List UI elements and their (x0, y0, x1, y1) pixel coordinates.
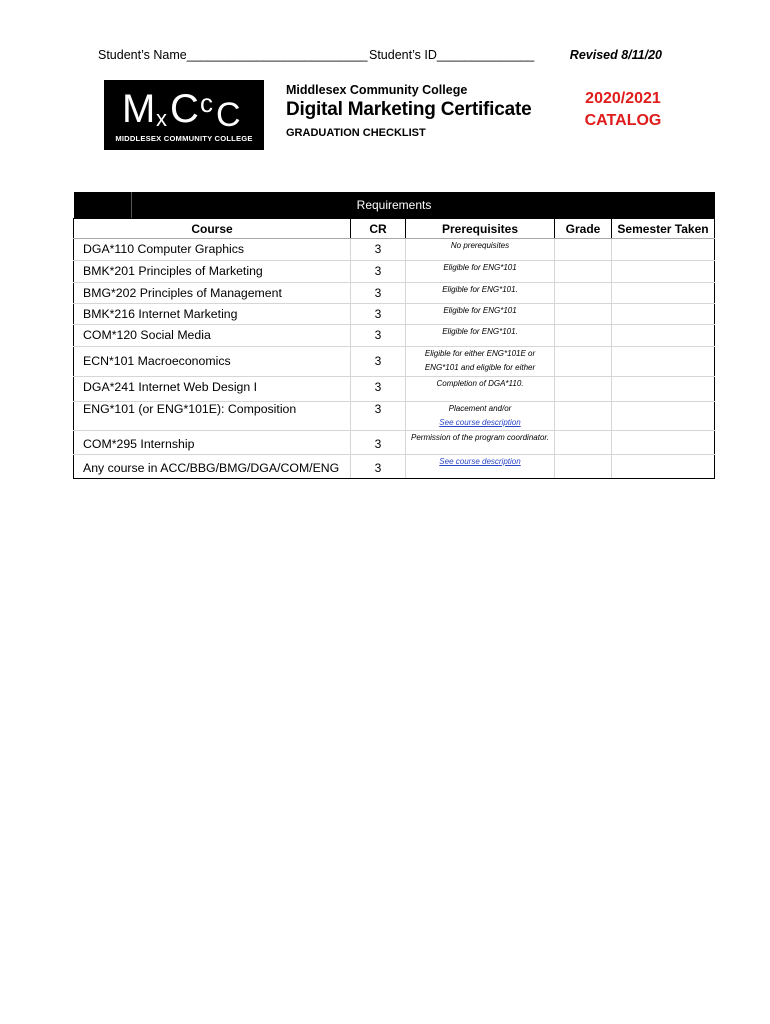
credit-value: 3 (374, 264, 382, 278)
col-header-semester: Semester Taken (612, 219, 715, 239)
grade-cell[interactable] (555, 261, 612, 283)
certificate-title: Digital Marketing Certificate (286, 99, 532, 120)
student-name-field[interactable]: Student’s Name__________________________ (98, 48, 368, 62)
semester-cell[interactable] (612, 283, 715, 304)
credit-value: 3 (374, 461, 382, 475)
prereq-text: Eligible for ENG*101. (442, 327, 518, 336)
course-name: BMG*202 Principles of Management (83, 286, 282, 300)
mxcc-logo (104, 80, 264, 150)
catalog-year: 2020/2021 (585, 90, 661, 107)
semester-cell[interactable] (612, 347, 715, 377)
course-name: ENG*101 (or ENG*101E): Composition (83, 402, 297, 416)
table-row (74, 325, 715, 347)
course-name: BMK*201 Principles of Marketing (83, 264, 263, 278)
course-name: BMK*216 Internet Marketing (83, 307, 238, 321)
table-row (74, 283, 715, 304)
prereq-text: Permission of the program coordinator. (411, 433, 549, 442)
table-row (74, 431, 715, 455)
svg-text:C: C (170, 87, 199, 131)
svg-text:C: C (216, 96, 241, 132)
semester-cell[interactable] (612, 239, 715, 261)
svg-text:M: M (122, 87, 156, 131)
credit-value: 3 (374, 242, 382, 256)
semester-cell[interactable] (612, 261, 715, 283)
grade-cell[interactable] (555, 347, 612, 377)
course-name: ECN*101 Macroeconomics (83, 354, 231, 368)
course-name: COM*295 Internship (83, 437, 195, 451)
checklist-subtitle: GRADUATION CHECKLIST (286, 127, 426, 139)
college-name: Middlesex Community College (286, 83, 468, 97)
prereq-text: Eligible for ENG*101. (442, 285, 518, 294)
svg-text:x: x (156, 106, 167, 131)
semester-cell[interactable] (612, 325, 715, 347)
revised-date: Revised 8/11/20 (569, 48, 662, 62)
credit-value: 3 (374, 380, 382, 394)
table-row (74, 239, 715, 261)
requirements-table (73, 192, 715, 479)
credit-value: 3 (374, 354, 382, 368)
table-row (74, 261, 715, 283)
table-row (74, 402, 715, 431)
course-name: Any course in ACC/BBG/BMG/DGA/COM/ENG (83, 461, 340, 475)
course-name: DGA*241 Internet Web Design I (83, 380, 258, 394)
col-header-prereq: Prerequisites (406, 219, 555, 239)
col-header-cr: CR (351, 219, 406, 239)
grade-cell[interactable] (555, 431, 612, 455)
prereq-text: Eligible for ENG*101 (443, 263, 517, 272)
credit-value: 3 (374, 402, 382, 416)
logo-subtitle: MIDDLESEX COMMUNITY COLLEGE (115, 134, 253, 143)
semester-cell[interactable] (612, 402, 715, 431)
prereq-text-line2: ENG*101 and eligible for either (424, 363, 536, 372)
table-row (74, 455, 715, 479)
grade-cell[interactable] (555, 304, 612, 325)
credit-value: 3 (374, 307, 382, 321)
credit-value: 3 (374, 328, 382, 342)
grade-cell[interactable] (555, 239, 612, 261)
course-description-link[interactable]: See course description (439, 457, 521, 466)
col-header-course: Course (74, 219, 351, 239)
grade-cell[interactable] (555, 283, 612, 304)
student-info-line (98, 48, 668, 64)
grade-cell[interactable] (555, 325, 612, 347)
prereq-text: Eligible for either ENG*101E or (424, 349, 536, 358)
table-row (74, 304, 715, 325)
grade-cell[interactable] (555, 455, 612, 479)
student-id-field[interactable]: Student’s ID______________ (369, 48, 535, 62)
prereq-text: No prerequisites (450, 241, 510, 250)
col-header-grade: Grade (555, 219, 612, 239)
grade-cell[interactable] (555, 402, 612, 431)
semester-cell[interactable] (612, 304, 715, 325)
table-row (74, 377, 715, 402)
prereq-text: Eligible for ENG*101 (443, 306, 517, 315)
semester-cell[interactable] (612, 455, 715, 479)
prereq-text: Completion of DGA*110. (436, 379, 524, 388)
requirements-banner (74, 192, 715, 219)
table-row (74, 347, 715, 377)
semester-cell[interactable] (612, 377, 715, 402)
semester-cell[interactable] (612, 431, 715, 455)
svg-text:c: c (200, 88, 213, 118)
course-name: COM*120 Social Media (83, 328, 211, 342)
course-description-link[interactable]: See course description (439, 418, 521, 427)
catalog-badge (568, 88, 678, 132)
mxcc-wordmark-logo (104, 82, 264, 132)
table-header-row (74, 219, 715, 239)
prereq-text: Placement and/or (448, 404, 512, 413)
grade-cell[interactable] (555, 377, 612, 402)
requirements-label: Requirements (356, 198, 432, 212)
course-name: DGA*110 Computer Graphics (83, 242, 245, 256)
catalog-label: CATALOG (584, 112, 662, 129)
credit-value: 3 (374, 286, 382, 300)
credit-value: 3 (374, 437, 382, 451)
